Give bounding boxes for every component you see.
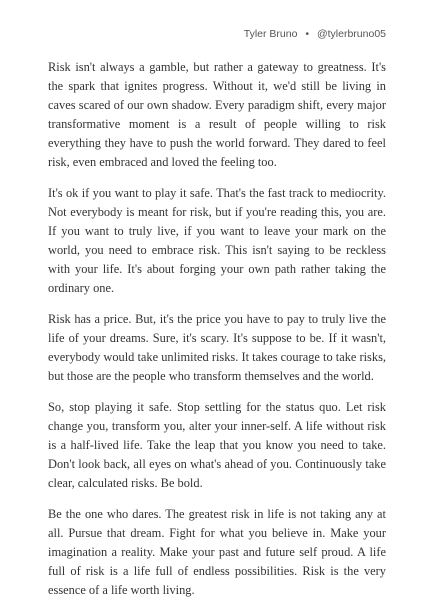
paragraph-5: Be the one who dares. The greatest risk in life is not taking any at all. Pursue that dream. Fight for what you believe in. Make your imagination a reality. Make your past and future self proud. A life full of risk is a life full of endless possibilities. Risk is the very essence of a life worth living. (48, 507, 386, 597)
paragraph-2: It's ok if you want to play it safe. That's the fast track to mediocrity. Not everybody is meant for risk, but if you're reading this, you are. If you want to truly live, if you want to leave your mark on the world, you need to embrace risk. This isn't saying to be reckless with your life. It's about forging your own path rather taking the ordinary one. (48, 186, 386, 295)
bullet-separator: • (305, 29, 309, 40)
author-handle: @tylerbruno05 (316, 28, 386, 40)
article-body (48, 58, 386, 600)
paragraph-1: Risk isn't always a gamble, but rather a gateway to greatness. It's the spark that ignites progress. Without it, we'd still be living in caves scared of our own shadow. Every paradigm shift, every major transformative moment is a result of people willing to risk everything they have to push the world forward. They dared to feel risk, even embraced and loved the feeling too. (48, 60, 386, 169)
page-header (48, 26, 386, 42)
paragraph-3: Risk has a price. But, it's the price you have to pay to truly live the life of your dreams. Sure, it's scary. It's suppose to be. If it wasn't, everybody would take unlimited risks. It takes courage to take risks, but those are the people who transform themselves and the world. (48, 312, 386, 383)
author-name: Tyler Bruno (243, 28, 298, 40)
paragraph-4: So, stop playing it safe. Stop settling for the status quo. Let risk change you, transform you, alter your inner-self. A life without risk is a half-lived life. Take the leap that you know you need to take. Don't look back, all eyes on what's ahead of you. Continuously take clear, calculated risks. Be bold. (48, 400, 386, 490)
